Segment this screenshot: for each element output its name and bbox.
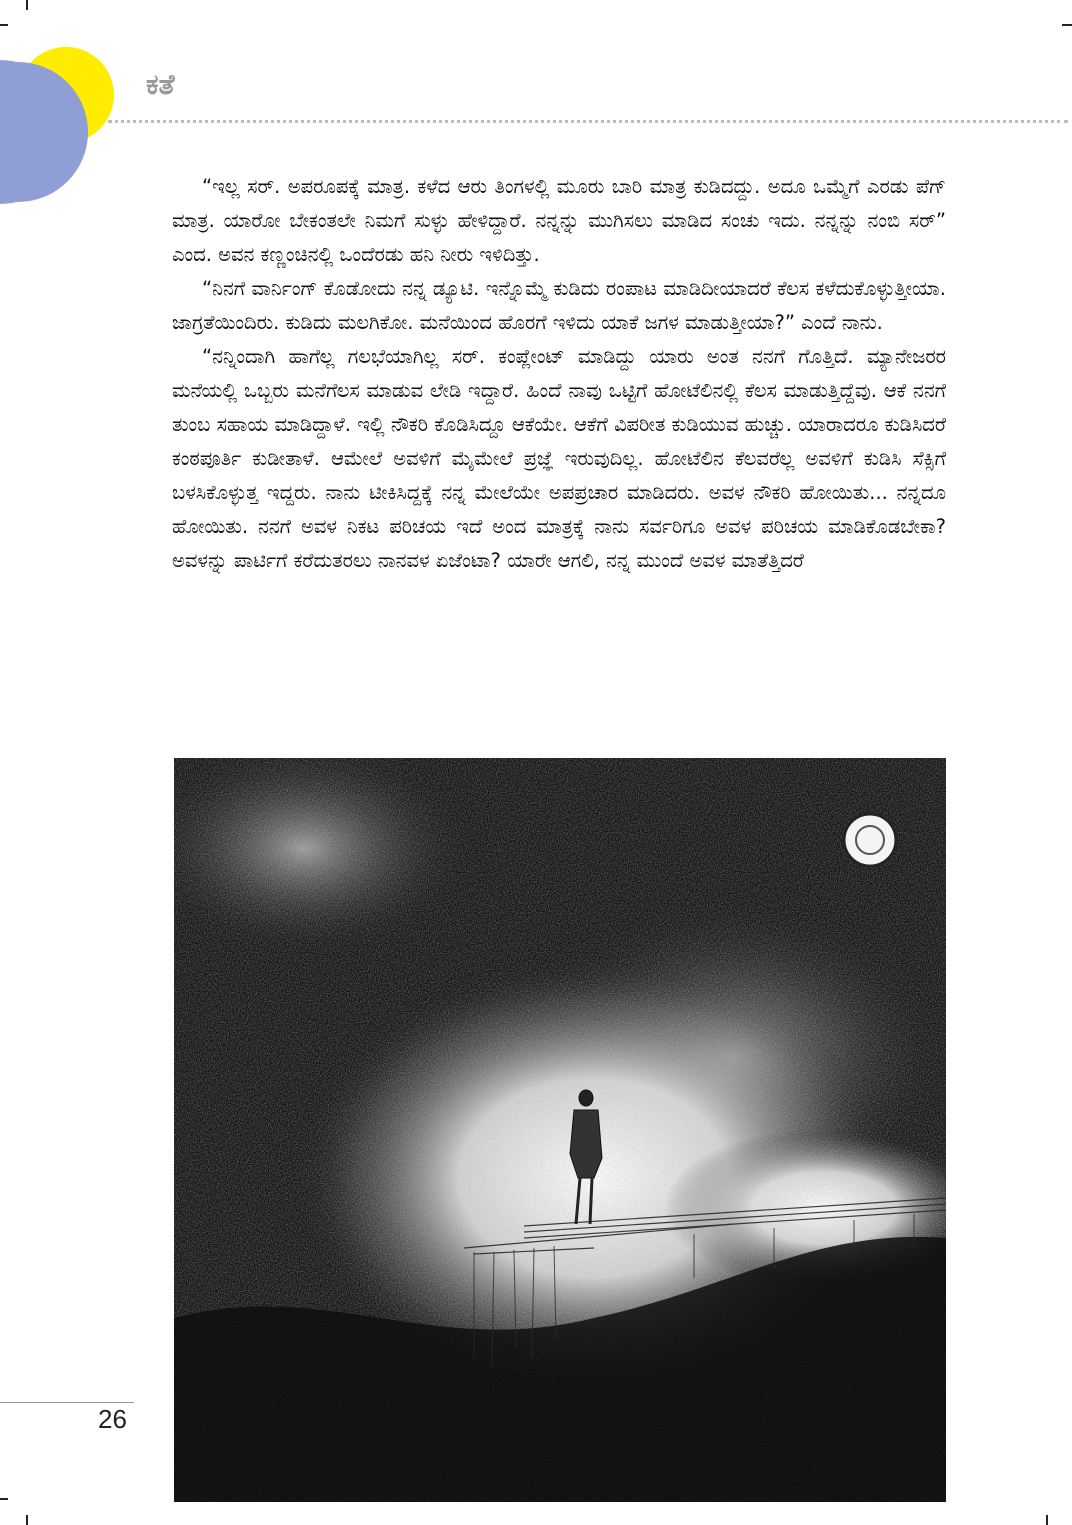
decorative-circles — [0, 40, 130, 220]
crop-mark — [0, 24, 8, 26]
footer-rule — [0, 1402, 134, 1403]
crop-mark — [1046, 1515, 1048, 1525]
story-paragraph: “ನನ್ನಿಂದಾಗಿ ಹಾಗೆಲ್ಲ ಗಲಭೆಯಾಗಿಲ್ಲ ಸರ್. ಕಂಪ್ಲೇಂಟ್ ಮಾಡಿದ್ದು ಯಾರು ಅಂತ ನನಗೆ ಗೊತ್ತಿದೆ. ಮ್ಯಾನೇಜರರ ಮನೆಯಲ್ಲಿ ಒಬ್ಬರು ಮನೆಗೆಲಸ ಮಾಡುವ ಲೇಡಿ ಇದ್ದಾರೆ. ಹಿಂದೆ ನಾವು ಒಟ್ಟಿಗೆ ಹೋಟೆಲಿನಲ್ಲಿ ಕೆಲಸ ಮಾಡುತ್ತಿದ್ದೆವು. ಆಕೆ ನನಗೆ ತುಂಬ ಸಹಾಯ ಮಾಡಿದ್ದಾಳೆ. ಇಲ್ಲಿ ನೌಕರಿ ಕೊಡಿಸಿದ್ದೂ ಆಕೆಯೇ. ಆಕೆಗೆ ವಿಪರೀತ ಕುಡಿಯುವ ಹುಚ್ಚು. ಯಾರಾದರೂ ಕುಡಿಸಿದರೆ ಕಂಠಪೂರ್ತಿ ಕುಡೀತಾಳೆ. ಆಮೇಲೆ ಅವಳಿಗೆ ಮೈಮೇಲೆ ಪ್ರಜ್ಞೆ ಇರುವುದಿಲ್ಲ. ಹೋಟೆಲಿನ ಕೆಲವರೆಲ್ಲ ಅವಳಿಗೆ ಕುಡಿಸಿ ಸೆಕ್ಸಿಗೆ ಬಳಸಿಕೊಳ್ಳುತ್ತ ಇದ್ದರು. ನಾನು ಟೀಕಿಸಿದ್ದಕ್ಕೆ ನನ್ನ ಮೇಲೆಯೇ ಅಪಪ್ರಚಾರ ಮಾಡಿದರು. ಅವಳ ನೌಕರಿ ಹೋಯಿತು... ನನ್ನದೂ ಹೋಯಿತು. ನನಗೆ ಅವಳ ನಿಕಟ ಪರಿಚಯ ಇದೆ ಅಂದ ಮಾತ್ರಕ್ಕೆ ನಾನು ಸರ್ವರಿಗೂ ಅವಳ ಪರಿಚಯ ಮಾಡಿಕೊಡಬೇಕಾ? ಅವಳನ್ನು ಪಾರ್ಟಿಗೆ ಕರೆದುತರಲು ನಾನವಳ ಏಜೆಂಟಾ? ಯಾರೇ ಆಗಲಿ, ನನ್ನ ಮುಂದೆ ಅವಳ ಮಾತೆತ್ತಿದರೆ — [172, 345, 946, 572]
story-paragraph: “ಇಲ್ಲ ಸರ್. ಅಪರೂಪಕ್ಕೆ ಮಾತ್ರ. ಕಳೆದ ಆರು ತಿಂಗಳಲ್ಲಿ ಮೂರು ಬಾರಿ ಮಾತ್ರ ಕುಡಿದದ್ದು. ಅದೂ ಒಮ್ಮೆಗೆ ಎರಡು ಪೆಗ್ ಮಾತ್ರ. ಯಾರೋ ಬೇಕಂತಲೇ ನಿಮಗೆ ಸುಳ್ಳು ಹೇಳಿದ್ದಾರೆ. ನನ್ನನ್ನು ಮುಗಿಸಲು ಮಾಡಿದ ಸಂಚು ಇದು. ನನ್ನನ್ನು ನಂಬಿ ಸರ್” ಎಂದ. ಅವನ ಕಣ್ಣಂಚಿನಲ್ಲಿ ಒಂದೆರಡು ಹನಿ ನೀರು ಇಳಿದಿತ್ತು. — [172, 175, 946, 266]
dotted-divider — [108, 120, 1068, 123]
story-text — [172, 170, 946, 578]
story-paragraph: “ನಿನಗೆ ವಾರ್ನಿಂಗ್ ಕೊಡೋದು ನನ್ನ ಡ್ಯೂಟಿ. ಇನ್ನೊಮ್ಮೆ ಕುಡಿದು ರಂಪಾಟ ಮಾಡಿದೀಯಾದರೆ ಕೆಲಸ ಕಳೆದುಕೊಳ್ಳುತ್ತೀಯಾ. ಜಾಗ್ರತೆಯಿಂದಿರು. ಕುಡಿದು ಮಲಗಿಕೋ. ಮನೆಯಿಂದ ಹೊರಗೆ ಇಳಿದು ಯಾಕೆ ಜಗಳ ಮಾಡುತ್ತೀಯಾ?” ಎಂದೆ ನಾನು. — [172, 277, 946, 334]
crop-mark — [1062, 24, 1072, 26]
crop-mark — [26, 0, 28, 10]
crop-mark — [26, 1515, 28, 1525]
moon-icon — [844, 814, 896, 866]
crop-mark — [0, 1498, 8, 1500]
section-title: ಕತೆ — [146, 68, 175, 101]
night-scene-illustration — [174, 758, 946, 1502]
page-number: 26 — [98, 1404, 127, 1434]
